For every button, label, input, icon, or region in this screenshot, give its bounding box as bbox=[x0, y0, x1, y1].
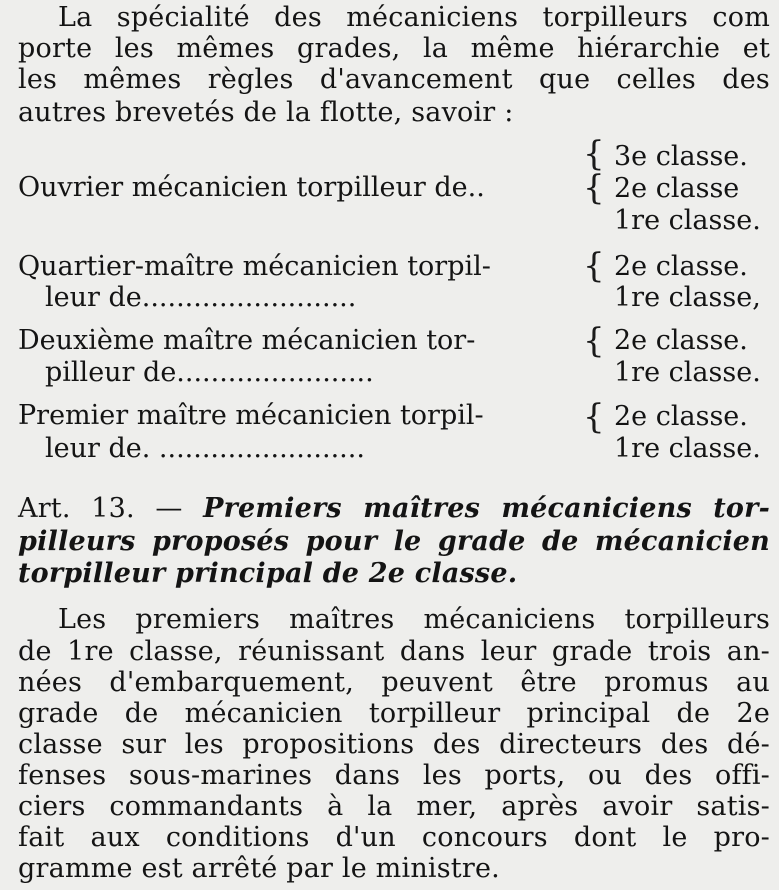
intro-line-2: porte les mêmes grades, la même hiérarchie et bbox=[18, 33, 770, 64]
body-line-9: gramme est arrêté par le ministre. bbox=[18, 853, 500, 884]
rank-2-label-line-1: Quartier-maître mécanicien torpil- bbox=[18, 251, 491, 282]
rank-3-label-line-2: pilleur de....................... bbox=[45, 357, 374, 388]
rank-3-class-2: 2e classe. bbox=[614, 325, 748, 356]
article-title-line-2: pilleurs proposés pour le grade de mécanicien bbox=[18, 526, 770, 557]
brace-icon: { bbox=[583, 168, 605, 208]
brace-icon: { bbox=[583, 321, 605, 361]
body-line-3: nées d'embarquement, peuvent être promus au bbox=[18, 667, 770, 698]
body-line-2: de 1re classe, réunissant dans leur grade trois an- bbox=[18, 636, 770, 667]
rank-4-label-line-1: Premier maître mécanicien torpil- bbox=[18, 400, 484, 431]
body-line-8: fait aux conditions d'un concours dont le pro- bbox=[18, 822, 770, 853]
brace-icon: { bbox=[583, 246, 605, 286]
rank-3-class-1: 1re classe. bbox=[614, 357, 761, 388]
body-line-5: classe sur les propositions des directeurs des dé- bbox=[18, 729, 770, 760]
rank-1-label: Ouvrier mécanicien torpilleur de.. bbox=[18, 172, 485, 203]
body-line-6: fenses sous-marines dans les ports, ou des offi- bbox=[18, 760, 770, 791]
intro-line-4: autres brevetés de la flotte, savoir : bbox=[18, 97, 514, 128]
article-title-line-3: torpilleur principal de 2e classe. bbox=[18, 558, 518, 589]
brace-icon: { bbox=[583, 397, 605, 437]
body-line-1: Les premiers maîtres mécaniciens torpilleurs bbox=[58, 604, 770, 635]
rank-2-label-line-2: leur de......................... bbox=[45, 282, 357, 313]
brace-icon: { bbox=[583, 134, 605, 174]
rank-4-class-1: 1re classe. bbox=[614, 433, 761, 464]
article-number: Art. 13. — bbox=[18, 493, 183, 524]
rank-2-class-1: 1re classe, bbox=[614, 282, 761, 313]
intro-line-1: La spécialité des mécaniciens torpilleurs com bbox=[58, 2, 770, 33]
rank-1-class-3: 3e classe. bbox=[614, 141, 748, 172]
rank-2-class-2: 2e classe. bbox=[614, 251, 748, 282]
rank-1-class-2: 2e classe bbox=[614, 173, 740, 204]
body-line-7: ciers commandants à la mer, après avoir satis- bbox=[18, 791, 770, 822]
rank-3-label-line-1: Deuxième maître mécanicien tor- bbox=[18, 325, 476, 356]
article-title-line-1: Premiers maîtres mécaniciens tor- bbox=[203, 493, 770, 524]
rank-4-label-line-2: leur de. ........................ bbox=[45, 433, 365, 464]
article-heading-line-1 bbox=[18, 493, 770, 524]
rank-1-class-1: 1re classe. bbox=[614, 205, 761, 236]
body-line-4: grade de mécanicien torpilleur principal de 2e bbox=[18, 698, 770, 729]
intro-line-3: les mêmes règles d'avancement que celles des bbox=[18, 64, 770, 95]
rank-4-class-2: 2e classe. bbox=[614, 401, 748, 432]
